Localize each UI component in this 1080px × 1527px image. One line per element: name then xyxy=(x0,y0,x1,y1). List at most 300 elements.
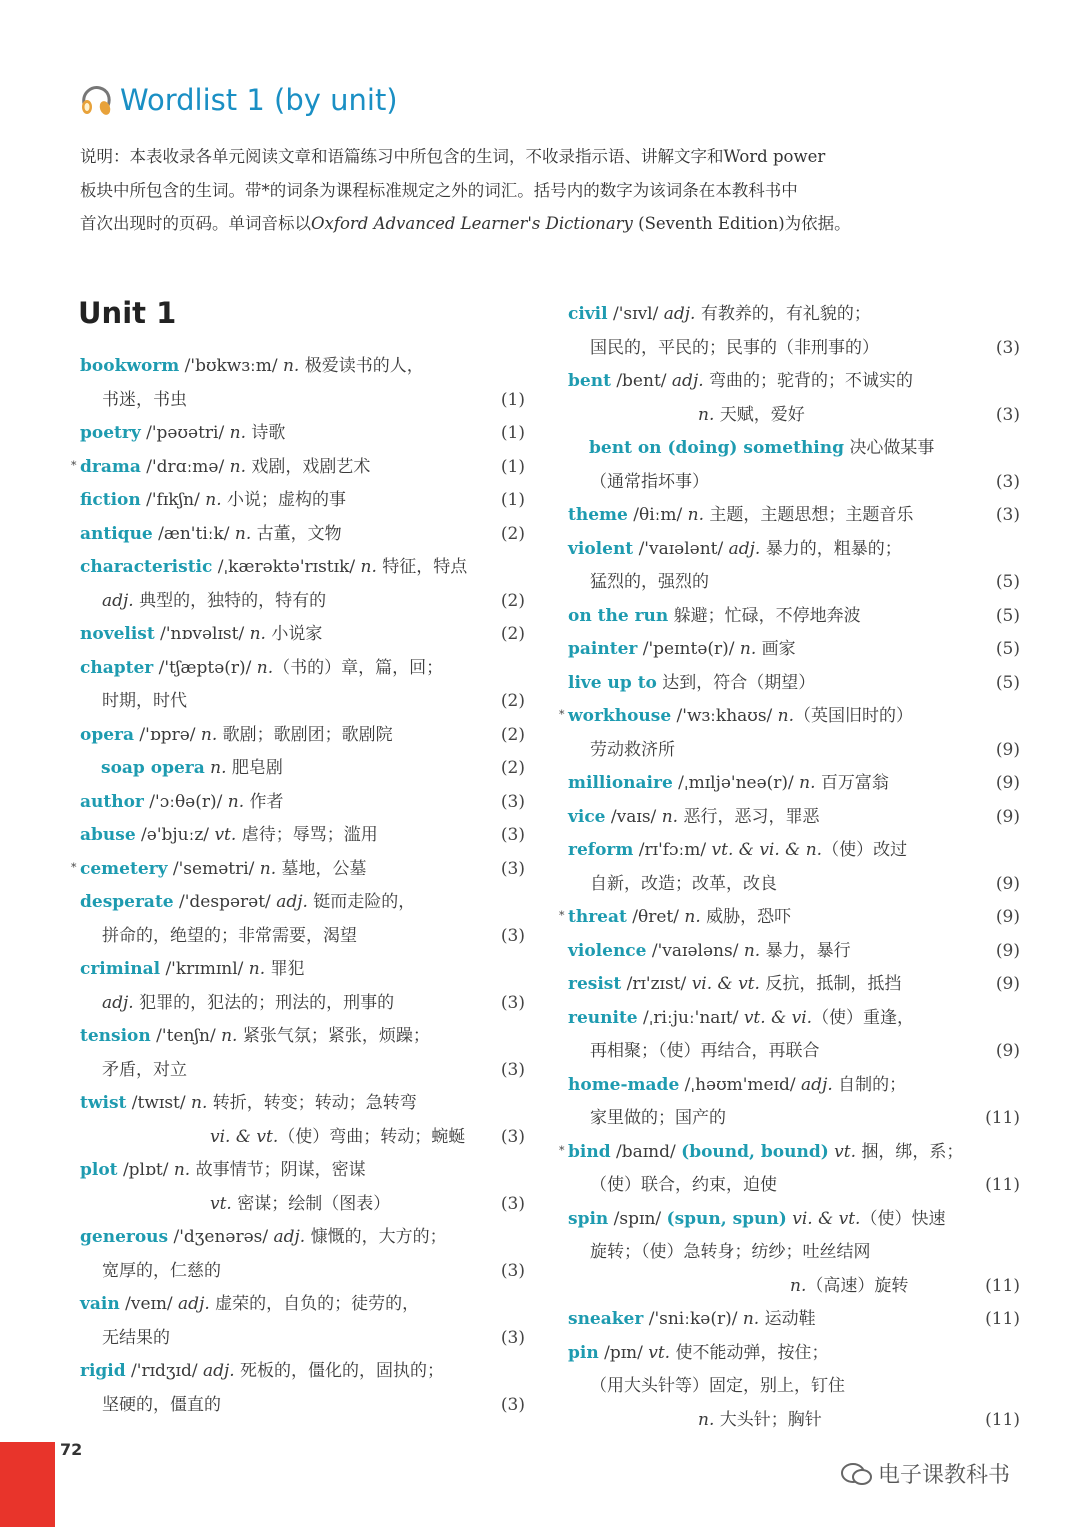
page-ref: (3) xyxy=(995,471,1020,492)
irregular-forms: (spun, spun) xyxy=(666,1208,787,1229)
headword: theme xyxy=(568,505,628,525)
page-ref: (5) xyxy=(995,672,1020,693)
page-ref: (1) xyxy=(500,389,525,410)
definition: 达到，符合（期望） xyxy=(662,672,816,693)
definition: 戏剧，戏剧艺术 xyxy=(245,456,371,477)
unit-heading: Unit 1 xyxy=(78,296,177,330)
headword: reunite xyxy=(568,1007,638,1028)
definition: 暴力，暴行 xyxy=(760,940,851,961)
part-of-speech: n. xyxy=(360,557,377,577)
definition: 诗歌 xyxy=(245,423,286,443)
definition: 威胁，恐吓 xyxy=(700,907,792,927)
part-of-speech: n. xyxy=(229,423,246,443)
headword: desperate xyxy=(80,892,174,912)
page-ref: (3) xyxy=(500,992,525,1013)
page-ref: (3) xyxy=(500,1126,525,1147)
entry-line xyxy=(80,350,525,384)
definition: 紧张气氛；紧张，烦躁； xyxy=(237,1026,430,1046)
headword: novelist xyxy=(80,624,155,644)
definition-cont: 矛盾，对立 xyxy=(102,1059,187,1080)
title-row xyxy=(78,82,398,118)
definition-cont: 坚硬的，僵直的 xyxy=(102,1394,221,1415)
phonetic: /'pəʊətri/ xyxy=(140,423,230,443)
supplementary-mark: * xyxy=(559,1143,565,1157)
entry-continuation xyxy=(568,1370,1020,1404)
headword: fiction xyxy=(80,490,141,510)
page-ref: (1) xyxy=(500,423,525,443)
part-of-speech: n. xyxy=(229,456,246,477)
watermark xyxy=(840,1458,1010,1489)
headword: cemetery xyxy=(80,858,168,879)
part-of-speech: n. xyxy=(205,490,222,510)
page-ref: (2) xyxy=(500,691,525,711)
part-of-speech: n. xyxy=(249,624,266,644)
definition: 慷慨的，大方的； xyxy=(305,1227,447,1247)
definition: 捆，绑，系； xyxy=(856,1141,964,1162)
entry-continuation xyxy=(80,1255,525,1289)
entry-continuation xyxy=(80,1054,525,1088)
entry-line xyxy=(80,1221,525,1255)
headword: antique xyxy=(80,523,153,544)
definition: 虐待；辱骂；滥用 xyxy=(236,825,378,845)
definition: （书的）章，篇，回； xyxy=(273,657,444,678)
supplementary-mark: * xyxy=(71,458,77,472)
headword: pin xyxy=(568,1342,599,1363)
part-of-speech: n. xyxy=(743,940,761,961)
phonetic: /baɪnd/ xyxy=(610,1141,682,1162)
phonetic: /'krɪmɪnl/ xyxy=(160,959,249,979)
page-ref: (2) xyxy=(500,724,525,745)
headword: twist xyxy=(80,1093,127,1113)
part-of-speech: adj. xyxy=(178,1294,210,1314)
entry-continuation xyxy=(568,332,1020,366)
page-ref: (11) xyxy=(985,1108,1020,1128)
entry-continuation xyxy=(80,1322,525,1356)
phonetic: /'dʒenərəs/ xyxy=(168,1227,274,1247)
headword: vice xyxy=(568,806,606,827)
definition: 罪犯 xyxy=(265,959,305,979)
definition-cont: 无结果的 xyxy=(102,1327,170,1348)
page-ref: (9) xyxy=(995,806,1020,827)
page-ref: (5) xyxy=(995,639,1020,659)
part-of-speech: vt. xyxy=(648,1342,671,1363)
phonetic: /'rɪdʒɪd/ xyxy=(125,1361,203,1381)
entry-continuation xyxy=(568,1236,1020,1270)
part-of-speech: vt. & vi. & n. xyxy=(711,840,823,860)
phonetic: /'nɒvəlɪst/ xyxy=(154,624,250,644)
page-ref: (5) xyxy=(995,605,1020,626)
definition: 运动鞋 xyxy=(759,1309,816,1329)
phonetic: /'ɒprə/ xyxy=(134,724,201,745)
part-of-speech: n. xyxy=(221,1026,238,1046)
entry-line xyxy=(80,819,525,853)
part-of-speech: n. xyxy=(742,1309,760,1329)
definition: 死板的，僵化的，固执的； xyxy=(234,1361,445,1381)
part-of-speech: adj. xyxy=(102,590,134,611)
entry-line xyxy=(80,786,525,820)
entry-line xyxy=(80,417,525,451)
headword: poetry xyxy=(80,423,141,443)
headword: characteristic xyxy=(80,557,213,577)
phonetic: /'bʊkwɜːm/ xyxy=(179,356,283,376)
page-ref: (5) xyxy=(995,572,1020,592)
entry-line xyxy=(568,767,1020,801)
definition: 反抗，抵制，抵挡 xyxy=(759,974,902,994)
part-of-speech: n. xyxy=(687,505,704,525)
headword: live up to xyxy=(568,672,657,693)
page-ref: (9) xyxy=(995,739,1020,760)
entry-line xyxy=(568,600,1020,634)
phonetic: /plɒt/ xyxy=(117,1160,174,1180)
entry-line xyxy=(71,451,525,485)
headword: bent on (doing) something xyxy=(589,438,845,458)
part-of-speech: adj. xyxy=(801,1074,833,1095)
definition: 决心做某事 xyxy=(849,438,935,458)
phonetic: /θret/ xyxy=(626,907,685,927)
phonetic: /'despərət/ xyxy=(173,892,277,912)
intro-line-1: 说明：本表收录各单元阅读文章和语篇练习中所包含的生词，不收录指示语、讲解文字和Word power xyxy=(80,147,826,166)
headword: rigid xyxy=(80,1361,126,1381)
headword: violent xyxy=(568,538,634,559)
entry-line xyxy=(80,1288,525,1322)
entry-line xyxy=(80,618,525,652)
definition: 作者 xyxy=(244,791,284,812)
phonetic: /ˌmɪljə'neə(r)/ xyxy=(672,773,800,793)
definition: 主题，主题思想；主题音乐 xyxy=(704,505,914,525)
entry-line xyxy=(80,1087,525,1121)
entry-line xyxy=(568,667,1020,701)
entry-line xyxy=(80,1020,525,1054)
page-ref: (1) xyxy=(500,490,525,510)
entry-line xyxy=(568,1002,1020,1036)
headword: tension xyxy=(80,1026,151,1046)
page-ref: (3) xyxy=(500,825,525,845)
headword: violence xyxy=(568,940,647,961)
headword: bookworm xyxy=(80,356,180,376)
part-of-speech: n. xyxy=(698,1409,715,1430)
entry-line xyxy=(568,1303,1020,1337)
part-of-speech: n. xyxy=(790,1275,807,1296)
headword: threat xyxy=(568,907,627,927)
definition: （使）快速 xyxy=(860,1208,946,1229)
phonetic: /ə'bjuːz/ xyxy=(135,825,215,845)
headword: opera xyxy=(80,724,135,745)
definition-cont: 天赋，爱好 xyxy=(714,404,805,425)
part-of-speech: n. xyxy=(173,1160,191,1180)
definition: （使）重逢， xyxy=(812,1007,915,1028)
definition: 故事情节；阴谋，密谋 xyxy=(190,1160,366,1180)
headword: author xyxy=(80,791,144,812)
part-of-speech: n. xyxy=(661,806,679,827)
entry-line xyxy=(80,1355,525,1389)
part-of-speech: adj. xyxy=(273,1227,306,1247)
definition: 暴力的，粗暴的； xyxy=(760,538,902,559)
entry-line xyxy=(559,901,1020,935)
definition: （使）改过 xyxy=(822,840,908,860)
entry-continuation xyxy=(80,1389,525,1423)
entry-line xyxy=(568,801,1020,835)
phonetic: /'vaɪələns/ xyxy=(646,940,744,961)
phonetic: /'drɑːmə/ xyxy=(140,456,230,477)
supplementary-mark: * xyxy=(559,909,565,922)
part-of-speech: adj. xyxy=(102,992,134,1013)
intro-text xyxy=(80,140,1030,241)
entry-line xyxy=(568,1203,1020,1237)
part-of-speech: n. xyxy=(684,907,701,927)
definition-cont: （用大头针等）固定，别上，钉住 xyxy=(590,1376,845,1396)
entry-continuation xyxy=(80,920,525,954)
phonetic: /'vaɪələnt/ xyxy=(633,538,729,559)
headword: criminal xyxy=(80,959,161,979)
entry-line xyxy=(568,834,1020,868)
part-of-speech: n. xyxy=(799,773,816,793)
definition: 歌剧；歌剧团；歌剧院 xyxy=(217,724,393,745)
headword: home-made xyxy=(568,1074,680,1095)
entry-line xyxy=(568,633,1020,667)
definition: 墓地，公墓 xyxy=(276,858,367,879)
definition-cont: 国民的，平民的；民事的（非刑事的） xyxy=(590,337,879,358)
page-ref: (3) xyxy=(500,1260,525,1281)
part-of-speech: n. xyxy=(698,404,715,425)
phonetic: /'sniːkə(r)/ xyxy=(643,1309,743,1329)
page-ref: (9) xyxy=(995,873,1020,894)
phonetic: /'ɔːθə(r)/ xyxy=(143,791,228,812)
definition-cont: 家里做的；国产的 xyxy=(590,1108,726,1128)
phonetic: /rɪ'zɪst/ xyxy=(621,974,692,994)
definition-cont: 时期，时代 xyxy=(102,691,187,711)
entry-continuation xyxy=(80,1188,525,1222)
definition: 小说；虚构的事 xyxy=(221,490,347,510)
phonetic: /'fɪkʃn/ xyxy=(140,490,206,510)
headword: civil xyxy=(568,304,608,324)
definition: 虚荣的，自负的；徒劳的， xyxy=(209,1294,420,1314)
part-of-speech: vt. & vi. xyxy=(743,1007,813,1028)
page-ref: (3) xyxy=(500,1394,525,1415)
headword: spin xyxy=(568,1208,609,1229)
entry-continuation xyxy=(568,868,1020,902)
phonetic: /spɪn/ xyxy=(608,1208,667,1229)
definition-cont: 猛烈的，强烈的 xyxy=(590,572,709,592)
definition: 有教养的，有礼貌的； xyxy=(695,304,871,324)
entry-line xyxy=(559,700,1020,734)
part-of-speech: n. xyxy=(777,706,795,726)
part-of-speech: adj. xyxy=(663,304,696,324)
page-ref: (2) xyxy=(500,758,525,778)
entry-line xyxy=(80,484,525,518)
entry-continuation xyxy=(568,1270,1020,1304)
headphones-icon xyxy=(78,82,114,118)
entry-line xyxy=(568,1337,1020,1371)
definition-cont: （使）弯曲；转动；蜿蜒 xyxy=(278,1126,466,1147)
part-of-speech: n. xyxy=(259,858,277,879)
headword: drama xyxy=(80,456,141,477)
page-title: Wordlist 1 (by unit) xyxy=(120,83,398,117)
watermark-text: 电子课教科书 xyxy=(878,1463,1011,1488)
definition: 转折，转变；转动；急转弯 xyxy=(207,1093,417,1113)
phonetic: /'peɪntə(r)/ xyxy=(637,639,740,659)
definition: 画家 xyxy=(756,639,796,659)
entry-line xyxy=(559,1136,1020,1170)
part-of-speech: adj. xyxy=(671,371,704,391)
headword: millionaire xyxy=(568,773,673,793)
page-ref: (11) xyxy=(985,1309,1020,1329)
page-ref: (3) xyxy=(500,791,525,812)
definition-cont: 自新，改造；改革，改良 xyxy=(590,873,777,894)
phonetic: /'wɜːkhaʊs/ xyxy=(671,706,778,726)
intro-line-2: 板块中所包含的生词。带*的词条为课程标准规定之外的词汇。括号内的数字为该词条在本教科书中 xyxy=(80,180,798,200)
part-of-speech: vi. & vt. xyxy=(691,974,760,994)
page-ref: (9) xyxy=(995,940,1020,961)
headword: reform xyxy=(568,840,634,860)
phonetic: /twɪst/ xyxy=(126,1093,192,1113)
entry-continuation xyxy=(80,987,525,1021)
entry-line xyxy=(80,652,525,686)
phonetic: /'tenʃn/ xyxy=(150,1026,222,1046)
entry-line xyxy=(568,365,1020,399)
wechat-icon xyxy=(840,1462,874,1486)
entry-continuation xyxy=(80,384,525,418)
part-of-speech: vt. xyxy=(214,825,237,845)
definition-cont: 劳动救济所 xyxy=(590,739,675,760)
phonetic: /ˌkærəktə'rɪstɪk/ xyxy=(212,557,361,577)
phonetic: /'semətri/ xyxy=(167,858,260,879)
phonetic: /'sɪvl/ xyxy=(607,304,664,324)
definition-cont: （通常指坏事） xyxy=(590,471,709,492)
part-of-speech: vt. xyxy=(828,1141,856,1162)
supplementary-mark: * xyxy=(71,860,77,874)
part-of-speech: n. xyxy=(256,657,274,678)
entry-line xyxy=(80,953,525,987)
page-ref: (9) xyxy=(995,1041,1020,1061)
page-ref: (11) xyxy=(985,1175,1020,1195)
supplementary-mark: * xyxy=(559,708,565,721)
headword: sneaker xyxy=(568,1309,644,1329)
phonetic: /pɪn/ xyxy=(598,1342,649,1363)
entry-continuation xyxy=(568,1035,1020,1069)
phonetic: /ˌriːjuː'naɪt/ xyxy=(637,1007,744,1028)
entry-continuation xyxy=(80,685,525,719)
entry-line xyxy=(80,719,525,753)
definition: 弯曲的；驼背的；不诚实的 xyxy=(703,371,914,391)
part-of-speech: n. xyxy=(210,758,227,778)
part-of-speech: n. xyxy=(200,724,218,745)
page-ref: (3) xyxy=(500,925,525,946)
definition-cont: 密谋；绘制（图表） xyxy=(231,1193,391,1214)
irregular-forms: (bound, bound) xyxy=(681,1141,829,1162)
headword: bind xyxy=(568,1141,611,1162)
part-of-speech: n. xyxy=(282,356,300,376)
entry-continuation xyxy=(568,566,1020,600)
entry-line xyxy=(568,1069,1020,1103)
entry-line xyxy=(568,935,1020,969)
part-of-speech: adj. xyxy=(728,538,761,559)
definition: 肥皂剧 xyxy=(226,758,283,778)
page-ref: (9) xyxy=(995,907,1020,927)
entry-line xyxy=(80,518,525,552)
part-of-speech: n. xyxy=(248,959,266,979)
definition: 铤而走险的， xyxy=(307,892,416,912)
definition: 小说家 xyxy=(265,624,323,644)
page-color-block xyxy=(0,1442,55,1527)
phonetic: /bent/ xyxy=(610,371,672,391)
page-ref: (11) xyxy=(985,1275,1020,1296)
definition: 极爱读书的人， xyxy=(299,356,424,376)
right-column xyxy=(559,298,1020,1437)
definition: 特征，特点 xyxy=(376,557,468,577)
entry-continuation xyxy=(568,466,1020,500)
page-ref: (9) xyxy=(995,773,1020,793)
entry-line xyxy=(568,298,1020,332)
page-ref: (9) xyxy=(995,974,1020,994)
definition-cont: 书迷，书虫 xyxy=(102,389,187,410)
phonetic: /veɪn/ xyxy=(119,1294,179,1314)
page-ref: (1) xyxy=(500,456,525,477)
definition: 恶行，恶习，罪恶 xyxy=(678,806,820,827)
part-of-speech: n. xyxy=(227,791,245,812)
part-of-speech: adj. xyxy=(276,892,308,912)
definition-cont: 典型的，独特的，特有的 xyxy=(133,590,327,611)
phonetic: /æn'tiːk/ xyxy=(152,523,235,544)
definition: 使不能动弹，按住； xyxy=(670,1342,829,1363)
entry-continuation xyxy=(568,1169,1020,1203)
definition-cont: 宽厚的，仁慈的 xyxy=(102,1260,221,1281)
definition-cont: 旋转；（使）急转身；纺纱；吐丝结网 xyxy=(590,1242,871,1262)
phonetic: /rɪ'fɔːm/ xyxy=(633,840,712,860)
definition: 百万富翁 xyxy=(815,773,889,793)
intro-line-3: 首次出现时的页码。单词音标以Oxford Advanced Learner's Dictionary (Seventh Edition)为依据。 xyxy=(80,214,851,233)
part-of-speech: vi. & vt. xyxy=(210,1126,279,1147)
entry-line xyxy=(80,886,525,920)
page-ref: (3) xyxy=(500,1327,525,1348)
page-ref: (3) xyxy=(500,1193,525,1214)
headword: resist xyxy=(568,974,622,994)
definition-cont: 犯罪的，犯法的；刑法的，刑事的 xyxy=(133,992,395,1013)
page-ref: (2) xyxy=(500,624,525,644)
part-of-speech: vi. & vt. xyxy=(786,1208,861,1229)
definition-cont: 大头针；胸针 xyxy=(714,1409,822,1430)
headword: vain xyxy=(80,1294,120,1314)
definition-cont: 再相聚；（使）再结合，再联合 xyxy=(590,1041,820,1061)
entry-line xyxy=(568,432,1020,466)
entry-continuation xyxy=(568,1102,1020,1136)
page-number: 72 xyxy=(60,1440,83,1459)
phonetic: /ˌhəʊm'meɪd/ xyxy=(679,1074,802,1095)
headword: painter xyxy=(568,639,638,659)
page-ref: (3) xyxy=(995,505,1020,525)
page-ref: (11) xyxy=(985,1409,1020,1430)
entry-line xyxy=(71,853,525,887)
phonetic: /'tʃæptə(r)/ xyxy=(153,657,257,678)
headword: bent xyxy=(568,371,611,391)
entry-continuation xyxy=(80,585,525,619)
definition: （英国旧时的） xyxy=(794,706,914,726)
headword: generous xyxy=(80,1227,169,1247)
headword: workhouse xyxy=(568,706,672,726)
entry-line xyxy=(80,752,525,786)
left-column xyxy=(71,350,525,1422)
page-ref: (3) xyxy=(500,858,525,879)
headword: abuse xyxy=(80,825,136,845)
entry-continuation xyxy=(568,734,1020,768)
page-ref: (2) xyxy=(500,590,525,611)
part-of-speech: adj. xyxy=(202,1361,235,1381)
page-ref: (2) xyxy=(500,523,525,544)
definition-cont: （使）联合，约束，迫使 xyxy=(590,1175,777,1195)
entry-continuation xyxy=(80,1121,525,1155)
part-of-speech: n. xyxy=(234,523,252,544)
entry-line xyxy=(80,1154,525,1188)
entry-line xyxy=(568,968,1020,1002)
